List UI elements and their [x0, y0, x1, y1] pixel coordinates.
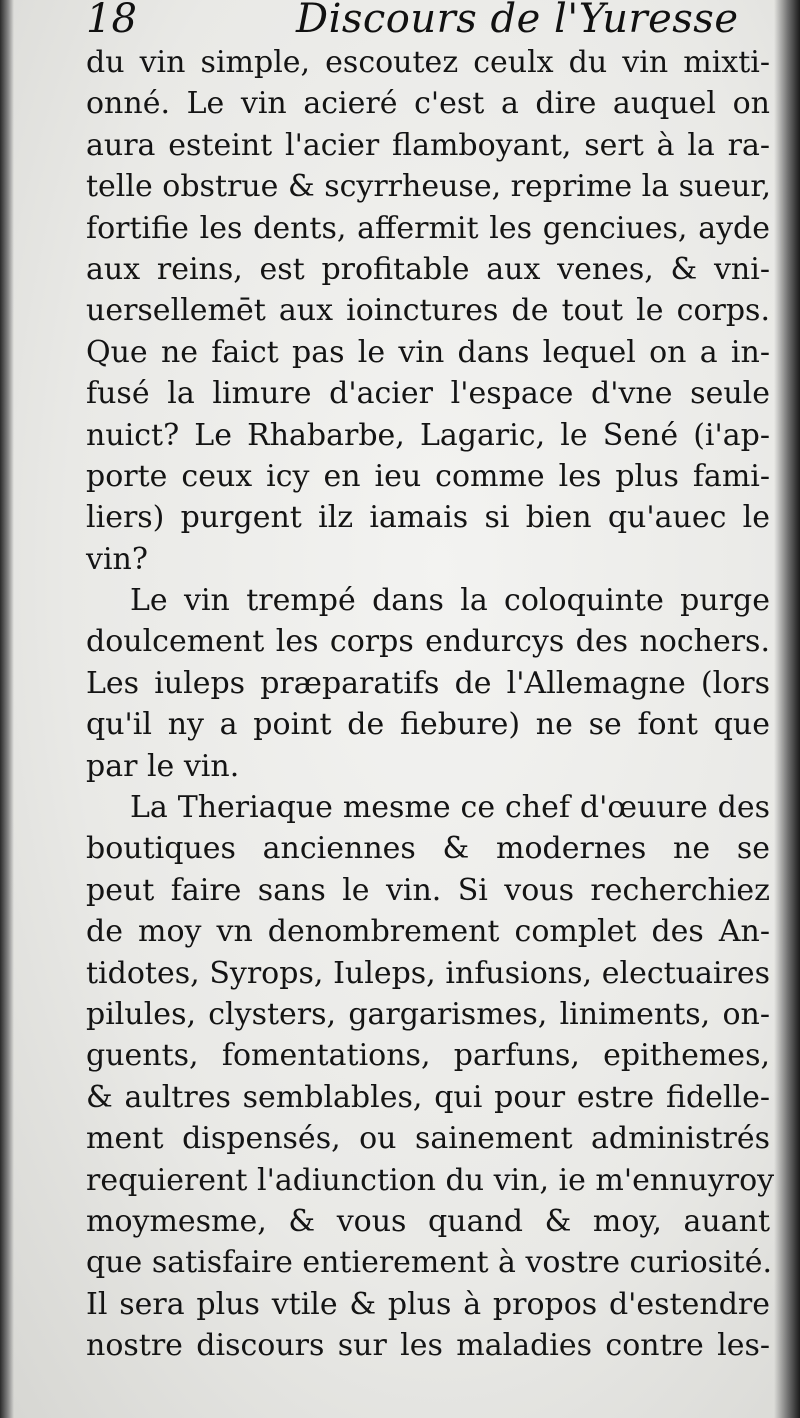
text-line: aura esteint l'acier flamboyant, sert à la ra-: [86, 127, 770, 163]
text-line: nostre discours sur les maladies contre les-: [86, 1328, 770, 1364]
text-line: pilules, clysters, gargarismes, liniments, on-: [86, 996, 770, 1032]
page-number: 18: [86, 0, 137, 42]
text-line: requierent l'adiunction du vin, ie m'ennuyroy: [86, 1162, 775, 1198]
text-line: ment dispensés, ou sainement administrés: [86, 1121, 770, 1157]
text-line: Il sera plus vtile & plus à propos d'estendre: [86, 1286, 770, 1322]
text-line: liers) purgent ilz iamais si bien qu'auec le: [86, 500, 770, 536]
text-line: fortifie les dents, affermit les genciues, ayde: [86, 210, 770, 246]
text-line: par le vin.: [86, 748, 240, 784]
running-title: Discours de l'Yuresse: [296, 0, 739, 42]
text-line: fusé la limure d'acier l'espace d'vne seule: [86, 376, 770, 412]
text-line: aux reins, est profitable aux venes, & vni-: [86, 251, 770, 287]
text-line: que satisfaire entierement à vostre curiosité.: [86, 1245, 773, 1281]
text-line: telle obstrue & scyrrheuse, reprime la sueur,: [86, 169, 772, 205]
text-line: guents, fomentations, parfuns, epithemes,: [86, 1038, 770, 1074]
text-line: uersellemēt aux ioinctures de tout le corps.: [86, 293, 770, 329]
text-line: Le vin trempé dans la coloquinte purge: [130, 583, 770, 619]
body-text: [86, 42, 775, 1367]
text-line: onné. Le vin acieré c'est a dire auquel on: [86, 86, 770, 122]
text-line: tidotes, Syrops, Iuleps, infusions, electuaires: [86, 955, 770, 991]
text-line: vin?: [86, 541, 148, 577]
text-line: Les iuleps præparatifs de l'Allemagne (lors: [86, 665, 770, 701]
text-line: qu'il ny a point de fiebure) ne se font que: [86, 707, 770, 743]
text-line: moymesme, & vous quand & moy, auant: [86, 1203, 770, 1239]
text-line: & aultres semblables, qui pour estre fidelle-: [86, 1079, 770, 1115]
page-header: [86, 0, 766, 44]
text-line: La Theriaque mesme ce chef d'œuure des: [130, 790, 770, 826]
page-right-edge-shadow: [774, 0, 800, 1418]
text-line: peut faire sans le vin. Si vous recherchiez: [86, 872, 770, 908]
text-line: de moy vn denombrement complet des An-: [86, 914, 770, 950]
text-line: boutiques anciennes & modernes ne se: [86, 831, 770, 867]
page-left-edge-shadow: [0, 0, 14, 1418]
text-line: doulcement les corps endurcys des nochers.: [86, 624, 770, 660]
text-line: Que ne faict pas le vin dans lequel on a in-: [86, 334, 770, 370]
text-line: du vin simple, escoutez ceulx du vin mixti-: [86, 45, 770, 80]
text-line: porte ceux icy en ieu comme les plus fami-: [86, 458, 770, 494]
text-line: nuict? Le Rhabarbe, Lagaric, le Sené (i'ap-: [86, 417, 770, 453]
